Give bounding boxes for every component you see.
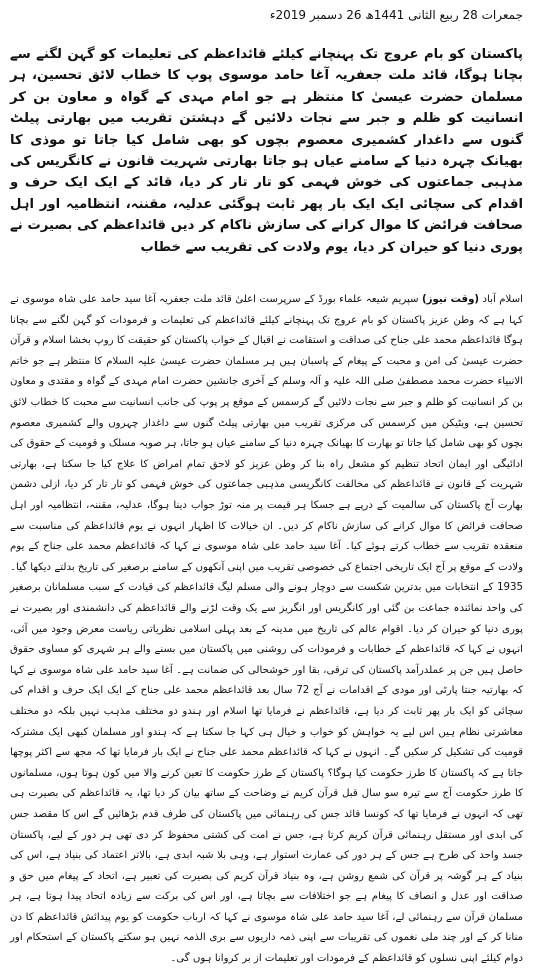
- spacer: [10, 258, 523, 290]
- dateline: جمعرات 28 ربیع الثانی 1441ھ 26 دسمبر 2019ء: [269, 8, 523, 22]
- headline: پاکستان کو بام عروج تک پہنچانے کیلئے قائداعظم کی تعلیمات کو گہن لگنے سے بچانا ہوگا، قائد ملت جعفریہ آغا حامد موسوی پوپ کا خطاب لائق تحسین، ہر مسلمان حضرت عیسیٰ کا منتظر ہے جو امام مہدی کے گواہ و معاون بن کر انسانیت کو ظلم و جبر سے نجات دلائیں گے دہشتن تقریب میں بھارتی پیلٹ گنوں سے داغدار کشمیری معصوم بچوں کو بھی شامل کیا جاتا تو موذی کا بھیانک چہرہ دنیا کے سامنے عیاں ہو جاتا بھارتی شہریت قانون نے کانگریس کی مذہبی جماعتوں کی خوش فہمی کو تار تار کر دیا، قائد کے ایک ایک حرف و اقدام کی سچائی ایک ایک بار پھر ثابت ہوگئی عدلیہ، مقننہ، انتظامیہ اور اہل صحافت فرائض کا موال کرانے کی سازش ناکام کر دیں قائداعظم کی بصیرت نے پوری دنیا کو حیران کر دیا، یوم ولادت کی تقریب سے خطاب: [10, 47, 523, 255]
- body-text: سپریم شیعہ علماء بورڈ کے سرپرست اعلیٰ قائد ملت جعفریہ آغا سید حامد علی شاہ موسوی نے کہا ہے کہ وطن عزیز پاکستان کو بام عروج تک پہنچانے کیلئے قائداعظم کی تعلیمات و فرمودات کو گہن لگنے سے بچانا ہوگا قائداعظم محمد علی جناح کی صداقت و استقامت نے اقبال کے خواب پاکستان کو حقیقت کا روپ بخشا اسلام و قرآن حضرت عیسیٰ کی امن و محبت کے پیغام کے پاسبان ہیں ہر مسلمان حضرت عیسیٰ علیہ السلام کا منتظر ہے جو خاتم الانبیاء حضرت محمد مصطفیٰ صلی اللہ علیہ و آلہ وسلم کے آخری جانشین حضرت امام مہدی کے گواہ و مقتدی و معاون بن کر انسانیت کو ظلم و جبر سے نجات دلائیں گے کرسمس کے موقع پر پوپ کی جانب انسانیت سے محبت کا خطاب لائق تحسین ہے، ویٹیکن میں کرسمس کی مرکزی تقریب میں بھارتی پیلٹ گنوں سے داغدار چہروں والے کشمیری معصوم بچوں کو بھی شامل کیا جاتا تو بھارت کا بھیانک چہرہ دنیا کے سامنے عیاں ہو جاتا، ہر صوبہ مسلک و قومیت کے حقوق کی ادائیگی اور ایمان اتحاد تنظیم کو مشعل راہ بنا کر وطن عزیز کو لاحق تمام امراض کا علاج کیا جا سکتا ہے، بھارتی شہریت کے قانون نے قائداعظم کی مخالفت کانگریسی مذہبی جماعتوں کی خوش فہمی کو تار تار کر دیا، ازلی دشمن بھارت آج پاکستان کی سالمیت کے درپے ہے جسکا ہر قیمت پر منہ توڑ جواب دینا ہوگا، عدلیہ، مقننہ، انتظامیہ اور اہل صحافت فرائض کا موال کرانے کی سازش ناکام کر دیں۔ ان خیالات کا اظہار انہوں نے یوم قائداعظم کی مناسبت سے منعقدہ تقریب سے خطاب کرتے ہوئے کیا۔ آغا سید حامد علی شاہ موسوی نے کہا کہ قائداعظم محمد علی جناح کے یوم ولادت کے موقع پر آج ایک تاریخی اجتماع کی خصوصی تقریب میں اپنی آنکھوں کے سامنے برصغیر کی تاریخ بدلتے دیکھا گیا۔ 1935 کے انتخابات میں بدترین شکست سے دوچار ہونے والی مسلم لیگ قائداعظم کی قیادت کے سبب مسلمانان برصغیر کی واحد نمائندہ جماعت بن گئی اور کانگریس اور انگریز سے یک وقت لڑنے والے قائداعظم کی دانشمندی اور بصیرت نے پوری دنیا کو حیران کر دیا۔ اقوام عالم کی تاریخ میں مدینہ کے بعد پہلی اسلامی نظریاتی ریاست معرض وجود میں آئی، انہوں نے کہا کہ قائداعظم کے خطابات و فرمودات کی روشنی میں پاکستان میں بسنے والے ہر شہری کو مساوی حقوق حاصل ہیں جن پر عملدرآمد پاکستان کی ترقی، بقا اور خوشحالی کی ضمانت ہے۔ آغا سید حامد علی شاہ موسوی نے کہا کہ بھارتیہ جنتا پارٹی اور مودی کے اقدامات نے آج 72 سال بعد قائداعظم محمد علی جناح کے ایک ایک حرف و اقدام کی سچائی کو ایک بار پھر ثابت کر دیا ہے، قائداعظم نے فرمایا تھا اسلام اور ہندو دو مختلف مذہب نہیں بلکہ دو مختلف معاشرتی نظام ہیں اس لیے یہ خواہش کو خواب و خیال ہی کہا جا سکتا ہے کہ ہندو اور مسلمان کبھی ایک مشترکہ قومیت کی تشکیل کر سکیں گے۔ انہوں نے کہا کہ قائداعظم محمد علی جناح نے ایک بار فرمایا تھا کہ مجھ سے اکثر پوچھا جاتا ہے کہ پاکستان کا طرز حکومت کیا ہوگا؟ پاکستان کے طرز حکومت کا تعین کرنے والا میں کون ہوتا ہوں، مسلمانوں کا طرز حکومت آج سے تیرہ سو سال قبل قرآن کریم نے وضاحت کے ساتھ بیان کر دیا تھا، یہ قائداعظم کی بصیرت ہی تھی کہ انہوں نے فرمایا تھا کہ کونسا قائد جس کی رہنمائی میں پاکستان کی طرف قدم بڑھائیں گے اس کا مقصد جس کی ابدی اور مستقل رہنمائی قرآن کریم کرتا ہے، جس نے امت کی کشتی محفوظ کر دی تھی ہر دور کے لیے، پاکستان جسد واحد کی طرح ہے جس کے ہر دور کی عمارت استوار ہے، وہی بلا شبہ ابدی ہے، بالاتر اعتماد کی بنیاد ہے، اس کی بنیاد کے ہر گوشہ پر قرآن کی شمع روشن ہے، وہ بنیاد قرآن کریم کی بصیرت کی تعبیر ہے، اتحاد کے پیغام میں حق و صداقت اور عدل و انصاف کا پیغام ہے جو اختلافات سے بچاتا ہے، اور اس کی برکت سے زیادہ اتحاد پیدا ہوتا ہے، ہر مسلمان قرآن سے رہنمائی لے، آغا سید حامد علی شاہ موسوی نے کہا کہ ارباب حکومت کو یوم پیدائش قائداعظم کا دن منانا کر کے اور چند ملی نغموں کی تقریبات سے اپنی ذمہ داریوں سے بری الذمہ نہیں ہو سکتے پاکستان کے استحکام اور دوام کیلئے اپنی نسلوں کو قائداعظم کے فرمودات اور تعلیمات از بر کروانا ہوں گی۔: [10, 294, 523, 965]
- source-tag: (وقت نیوز): [422, 294, 480, 306]
- city-name: اسلام آباد: [482, 294, 523, 306]
- article-body: [10, 290, 523, 970]
